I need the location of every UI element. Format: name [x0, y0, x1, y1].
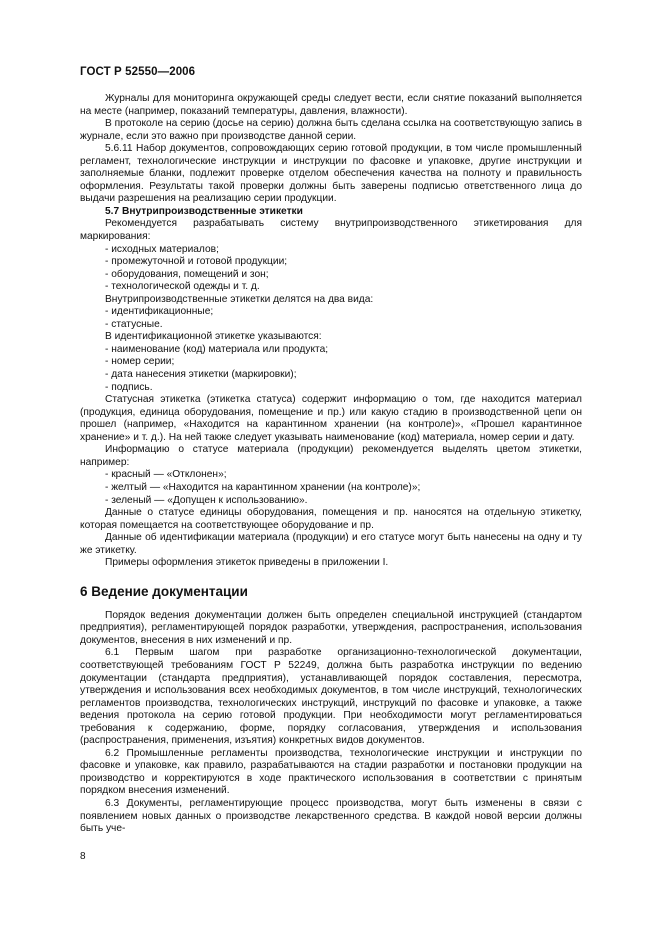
document-body: [80, 93, 582, 836]
list-item: - исходных материалов;: [105, 243, 219, 255]
paragraph: Примеры оформления этикеток приведены в приложении I.: [105, 557, 389, 569]
paragraph: Рекомендуется разрабатывать систему внутрипроизводственного этикетирования для маркирования:: [80, 218, 582, 243]
list-item: - дата нанесения этикетки (маркировки);: [105, 369, 297, 381]
list-item: - зеленый — «Допущен к использованию».: [105, 494, 308, 506]
paragraph: 5.6.11 Набор документов, сопровождающих серию готовой продукции, в том числе промышленный регламент, технологические инструкции и инструкции по фасовке и упаковке, другие инструкции и заполняемые бланки, подлежит проверке отделом обеспечения качества на полноту и правильность оформления. Результаты такой проверки должны быть заверены подписью ответственного лица до выдачи разрешения на реализацию серии продукции.: [80, 143, 582, 205]
paragraph: В идентификационной этикетке указываются:: [105, 331, 322, 343]
paragraph: В протоколе на серию (досье на серию) должна быть сделана ссылка на соответствующую запись в журнале, если это важно при производстве данной серии.: [80, 118, 582, 142]
paragraph: Статусная этикетка (этикетка статуса) содержит информацию о том, где находится материал (продукция, единица оборудования, помещение и пр.) или какую стадию в производственной цепи он прошел (например, «Находится на карантинном хранении (на контроле)», «Прошел карантинное хранение» и т. д.). На ней также следует указывать наименование (код) материала, номер серии и дату.: [80, 394, 582, 443]
list-item: - желтый — «Находится на карантинном хранении (на контроле)»;: [105, 481, 421, 493]
paragraph: Данные о статусе единицы оборудования, помещения и пр. наносятся на отдельную этикетку, которая помещается на соответствующее оборудование и пр.: [80, 507, 582, 531]
list-item: - статусные.: [105, 318, 163, 330]
paragraph: Внутрипроизводственные этикетки делятся на два вида:: [105, 293, 374, 305]
paragraph: 6.2 Промышленные регламенты производства, технологические инструкции и инструкции по фасовке и упаковке, как правило, разрабатываются на стадии разработки и постановки продукции на производство и корректируются в ходе практического использования в соответствии с принятым порядком внесения изменений.: [80, 747, 582, 797]
page-number: 8: [80, 851, 86, 862]
paragraph: 6.1 Первым шагом при разработке организационно-технологической документации, соответствующей требованиям ГОСТ Р 52249, должна быть разработка инструкции по ведению документации (стандарта предприятия), устанавливающей порядок составления, пересмотра, утверждения и использования всех необходимых документов, в том числе инструкций, технологических регламентов производства, технологических инструкций, инструкций по фасовке и упаковке, а также ведения протокола на серию готовой продукции. При необходимости могут регламентироваться требования к содержанию, форме, порядку согласования, утверждения и использования (распространения, применения, изъятия) конкретных видов документов.: [80, 647, 582, 747]
list-item: - номер серии;: [105, 356, 175, 368]
paragraph: Журналы для мониторинга окружающей среды следует вести, если снятие показаний выполняется на месте (например, показаний температуры, давления, влажности).: [80, 93, 582, 117]
document-header: ГОСТ Р 52550—2006: [80, 66, 196, 78]
list-item: - подпись.: [105, 381, 153, 393]
paragraph: Информацию о статусе материала (продукции) рекомендуется выделять цветом этикетки, например:: [80, 444, 582, 468]
list-item: - идентификационные;: [105, 306, 214, 318]
section-heading: 6 Ведение документации: [80, 583, 248, 599]
paragraph: Порядок ведения документации должен быть определен специальной инструкцией (стандартом предприятия), регламентирующей порядок разработки, утверждения, распространения, использования документов, внесения в них изменений и пр.: [80, 609, 582, 646]
subsection-heading: 5.7 Внутрипроизводственные этикетки: [105, 205, 303, 217]
list-item: - красный — «Отклонен»;: [105, 469, 227, 481]
list-item: - промежуточной и готовой продукции;: [105, 256, 288, 268]
list-item: - наименование (код) материала или продукта;: [105, 343, 329, 355]
list-item: - оборудования, помещений и зон;: [105, 268, 269, 280]
paragraph: 6.3 Документы, регламентирующие процесс производства, могут быть изменены в связи с появлением новых данных о производстве лекарственного средства. В каждой новой версии должны быть уче-: [80, 797, 582, 835]
list-item: - технологической одежды и т. д.: [105, 281, 260, 293]
paragraph: Данные об идентификации материала (продукции) и его статусе могут быть нанесены на одну и ту же этикетку.: [80, 532, 582, 556]
